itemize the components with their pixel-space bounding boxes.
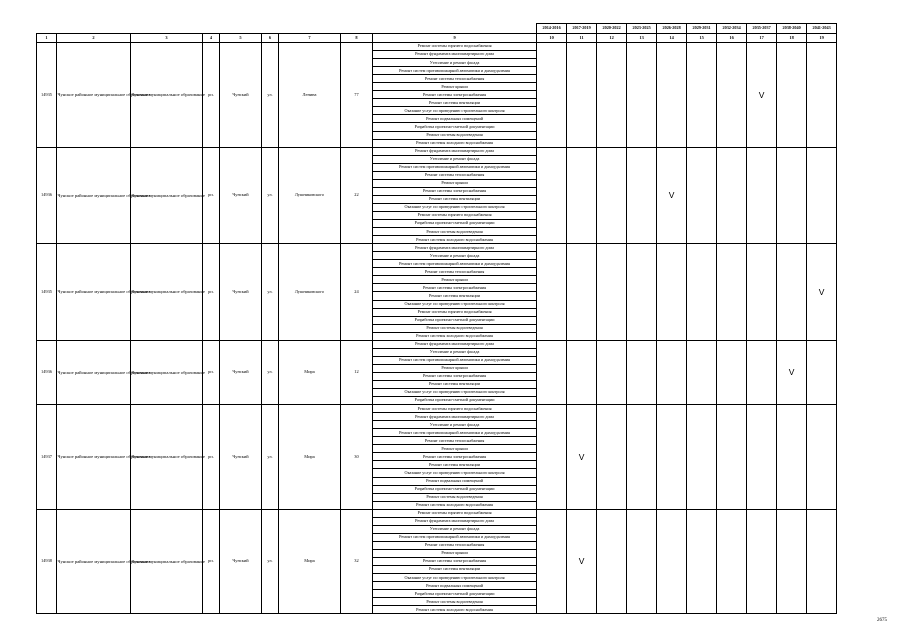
period-cell: [627, 43, 657, 148]
period-header: 2029-2031: [687, 24, 717, 34]
column-number: 9: [373, 34, 537, 43]
column-number: 3: [131, 34, 203, 43]
street-type: ул.: [262, 509, 279, 614]
work-item: Ремонт системы холодного водоснабжения: [373, 332, 537, 340]
street-type: ул.: [262, 340, 279, 404]
work-item: Разработка проектно-сметной документации: [373, 316, 537, 324]
work-item: Ремонт системы водоотведения: [373, 324, 537, 332]
period-cell: [567, 244, 597, 341]
period-header: 2017-2019: [567, 24, 597, 34]
period-cell: [597, 340, 627, 404]
work-item: Ремонт системы электроснабжения: [373, 91, 537, 99]
work-item: Ремонт систем противопожарной автоматики и дымоудаления: [373, 356, 537, 364]
work-item: Ремонт системы электроснабжения: [373, 453, 537, 461]
period-cell: [807, 147, 837, 244]
municipality-name: Чунское муниципальное образование: [131, 509, 203, 614]
column-number: 1: [37, 34, 57, 43]
period-cell: [717, 340, 747, 404]
period-cell: [687, 340, 717, 404]
column-number: 11: [567, 34, 597, 43]
period-cell: [807, 43, 837, 148]
house-number: 24: [341, 244, 373, 341]
street-type: ул.: [262, 147, 279, 244]
period-cell: [627, 509, 657, 614]
work-item: Оказание услуг по проведению строительного контроля: [373, 389, 537, 397]
period-cell: [627, 340, 657, 404]
period-header: 2032-2034: [717, 24, 747, 34]
column-number: 17: [747, 34, 777, 43]
district-name: Чунское районное муниципальное образование: [57, 244, 131, 341]
work-item: Ремонт систем противопожарной автоматики и дымоудаления: [373, 429, 537, 437]
work-item: Ремонт системы вентиляции: [373, 292, 537, 300]
street-type: ул.: [262, 405, 279, 510]
work-item: Ремонт фундамента многоквартирного дома: [373, 147, 537, 155]
settlement-name: Чунский: [220, 405, 262, 510]
work-item: Ремонт системы теплоснабжения: [373, 437, 537, 445]
work-item: Утепление и ремонт фасада: [373, 525, 537, 533]
work-item: Ремонт системы вентиляции: [373, 566, 537, 574]
settlement-type: рп.: [203, 147, 220, 244]
period-cell: [627, 244, 657, 341]
street-name: Мира: [279, 509, 341, 614]
street-type: ул.: [262, 244, 279, 341]
work-item: Ремонт системы теплоснабжения: [373, 171, 537, 179]
settlement-type: рп.: [203, 340, 220, 404]
work-item: Ремонт фундамента многоквартирного дома: [373, 517, 537, 525]
column-number: 14: [657, 34, 687, 43]
period-cell: [537, 340, 567, 404]
period-cell: [657, 405, 687, 510]
settlement-name: Чунский: [220, 43, 262, 148]
settlement-name: Чунский: [220, 244, 262, 341]
work-item: Разработка проектно-сметной документации: [373, 220, 537, 228]
work-item: Утепление и ремонт фасада: [373, 155, 537, 163]
period-cell: [537, 405, 567, 510]
period-cell: [807, 509, 837, 614]
work-item: Утепление и ремонт фасада: [373, 348, 537, 356]
period-mark: V: [657, 147, 687, 244]
work-item: Утепление и ремонт фасада: [373, 252, 537, 260]
work-item: Ремонт системы теплоснабжения: [373, 75, 537, 83]
period-cell: [747, 509, 777, 614]
period-cell: [657, 244, 687, 341]
work-item: Ремонт системы водоотведения: [373, 493, 537, 501]
street-name: Ленина: [279, 43, 341, 148]
work-item: Ремонт системы холодного водоснабжения: [373, 236, 537, 244]
period-mark: V: [777, 340, 807, 404]
settlement-type: рп.: [203, 405, 220, 510]
period-cell: [717, 43, 747, 148]
work-item: Разработка проектно-сметной документации: [373, 590, 537, 598]
municipality-name: Чунское муниципальное образование: [131, 340, 203, 404]
period-mark: V: [567, 405, 597, 510]
work-item: Утепление и ремонт фасада: [373, 59, 537, 67]
period-header-row: [37, 24, 837, 34]
column-number: 19: [807, 34, 837, 43]
period-cell: [747, 147, 777, 244]
work-item: Разработка проектно-сметной документации: [373, 123, 537, 131]
district-name: Чунское районное муниципальное образование: [57, 405, 131, 510]
work-item: Ремонт фундамента многоквартирного дома: [373, 244, 537, 252]
period-cell: [747, 405, 777, 510]
period-cell: [747, 340, 777, 404]
street-name: Лушниковского: [279, 147, 341, 244]
record-row: [37, 405, 837, 413]
work-item: Ремонт системы электроснабжения: [373, 558, 537, 566]
column-number: 10: [537, 34, 567, 43]
work-item: Ремонт подвальных помещений: [373, 115, 537, 123]
period-cell: [747, 244, 777, 341]
period-cell: [537, 509, 567, 614]
page-number: 2675: [877, 618, 887, 623]
period-cell: [717, 147, 747, 244]
settlement-name: Чунский: [220, 509, 262, 614]
settlement-type: рп.: [203, 244, 220, 341]
work-item: Ремонт системы теплоснабжения: [373, 268, 537, 276]
work-item: Ремонт систем противопожарной автоматики и дымоудаления: [373, 260, 537, 268]
house-number: 32: [341, 509, 373, 614]
period-cell: [567, 147, 597, 244]
municipality-name: Чунское муниципальное образование: [131, 147, 203, 244]
house-number: 77: [341, 43, 373, 148]
work-item: Ремонт системы вентиляции: [373, 380, 537, 388]
record-id: 14938: [37, 509, 57, 614]
period-cell: [687, 509, 717, 614]
work-item: Ремонт системы теплоснабжения: [373, 541, 537, 549]
column-number: 16: [717, 34, 747, 43]
period-cell: [597, 147, 627, 244]
house-number: 30: [341, 405, 373, 510]
column-number: 12: [597, 34, 627, 43]
period-mark: V: [747, 43, 777, 148]
period-header: 2020-2022: [597, 24, 627, 34]
period-header: 2041-2043: [807, 24, 837, 34]
settlement-type: рп.: [203, 509, 220, 614]
work-item: Ремонт системы электроснабжения: [373, 284, 537, 292]
period-header: 2026-2028: [657, 24, 687, 34]
period-cell: [567, 340, 597, 404]
period-cell: [597, 244, 627, 341]
work-item: Оказание услуг по проведению строительного контроля: [373, 300, 537, 308]
work-item: Ремонт системы вентиляции: [373, 195, 537, 203]
period-cell: [807, 340, 837, 404]
record-row: [37, 147, 837, 155]
period-cell: [777, 244, 807, 341]
street-name: Мира: [279, 405, 341, 510]
record-id: 14936: [37, 147, 57, 244]
work-item: Ремонт систем противопожарной автоматики и дымоудаления: [373, 163, 537, 171]
period-cell: [537, 147, 567, 244]
period-cell: [717, 244, 747, 341]
period-header: 2038-2040: [777, 24, 807, 34]
settlement-name: Чунский: [220, 340, 262, 404]
period-cell: [777, 509, 807, 614]
work-item: Разработка проектно-сметной документации: [373, 397, 537, 405]
work-item: Ремонт подвальных помещений: [373, 582, 537, 590]
record-row: [37, 244, 837, 252]
period-cell: [777, 43, 807, 148]
work-item: Ремонт системы горячего водоснабжения: [373, 308, 537, 316]
work-item: Ремонт системы холодного водоснабжения: [373, 606, 537, 614]
work-item: Ремонт системы горячего водоснабжения: [373, 405, 537, 413]
period-cell: [687, 147, 717, 244]
column-number: 18: [777, 34, 807, 43]
work-item: Ремонт систем противопожарной автоматики и дымоудаления: [373, 533, 537, 541]
work-item: Ремонт подвальных помещений: [373, 477, 537, 485]
work-item: Ремонт крыши: [373, 83, 537, 91]
settlement-type: рп.: [203, 43, 220, 148]
header-spacer: [37, 24, 537, 34]
period-cell: [597, 509, 627, 614]
work-item: Ремонт системы горячего водоснабжения: [373, 509, 537, 517]
record-row: [37, 43, 837, 51]
period-cell: [627, 405, 657, 510]
period-mark: V: [807, 244, 837, 341]
column-number: 6: [262, 34, 279, 43]
column-number: 15: [687, 34, 717, 43]
record-row: [37, 340, 837, 348]
work-item: Ремонт крыши: [373, 445, 537, 453]
period-header: 2035-2037: [747, 24, 777, 34]
work-item: Ремонт системы электроснабжения: [373, 187, 537, 195]
record-id: 14935: [37, 43, 57, 148]
district-name: Чунское районное муниципальное образование: [57, 340, 131, 404]
period-cell: [567, 43, 597, 148]
work-item: Ремонт системы водоотведения: [373, 228, 537, 236]
column-number: 4: [203, 34, 220, 43]
period-cell: [657, 340, 687, 404]
street-name: Лушниковского: [279, 244, 341, 341]
period-header: 2014-2016: [537, 24, 567, 34]
work-item: Ремонт системы холодного водоснабжения: [373, 139, 537, 147]
period-cell: [597, 405, 627, 510]
period-cell: [657, 509, 687, 614]
work-item: Ремонт фундамента многоквартирного дома: [373, 51, 537, 59]
column-number: 13: [627, 34, 657, 43]
work-item: Ремонт системы горячего водоснабжения: [373, 211, 537, 219]
period-header: 2023-2025: [627, 24, 657, 34]
period-cell: [807, 405, 837, 510]
column-number-row: [37, 34, 837, 43]
work-item: Ремонт системы холодного водоснабжения: [373, 501, 537, 509]
document-sheet: [36, 23, 836, 614]
period-cell: [687, 405, 717, 510]
work-item: Ремонт системы водоотведения: [373, 131, 537, 139]
period-cell: [777, 147, 807, 244]
period-cell: [717, 509, 747, 614]
work-item: Ремонт крыши: [373, 364, 537, 372]
work-item: Ремонт системы электроснабжения: [373, 372, 537, 380]
period-cell: [657, 43, 687, 148]
record-id: 14937: [37, 405, 57, 510]
settlement-name: Чунский: [220, 147, 262, 244]
work-item: Утепление и ремонт фасада: [373, 421, 537, 429]
period-cell: [717, 405, 747, 510]
municipality-name: Чунское муниципальное образование: [131, 43, 203, 148]
work-item: Оказание услуг по проведению строительного контроля: [373, 107, 537, 115]
period-cell: [537, 43, 567, 148]
work-item: Разработка проектно-сметной документации: [373, 485, 537, 493]
house-number: 22: [341, 147, 373, 244]
work-item: Оказание услуг по проведению строительного контроля: [373, 469, 537, 477]
district-name: Чунское районное муниципальное образование: [57, 147, 131, 244]
column-number: 2: [57, 34, 131, 43]
work-item: Ремонт системы вентиляции: [373, 461, 537, 469]
work-item: Ремонт крыши: [373, 276, 537, 284]
work-item: Ремонт крыши: [373, 179, 537, 187]
period-cell: [687, 43, 717, 148]
work-item: Ремонт фундамента многоквартирного дома: [373, 340, 537, 348]
capital-repair-table: [36, 23, 837, 614]
column-number: 7: [279, 34, 341, 43]
district-name: Чунское районное муниципальное образование: [57, 509, 131, 614]
work-item: Ремонт крыши: [373, 549, 537, 557]
district-name: Чунское районное муниципальное образование: [57, 43, 131, 148]
house-number: 12: [341, 340, 373, 404]
period-cell: [687, 244, 717, 341]
street-type: ул.: [262, 43, 279, 148]
period-cell: [537, 244, 567, 341]
street-name: Мира: [279, 340, 341, 404]
period-cell: [627, 147, 657, 244]
period-mark: V: [567, 509, 597, 614]
work-item: Оказание услуг по проведению строительного контроля: [373, 574, 537, 582]
record-id: 14936: [37, 340, 57, 404]
work-item: Ремонт фундамента многоквартирного дома: [373, 413, 537, 421]
work-item: Оказание услуг по проведению строительного контроля: [373, 203, 537, 211]
record-id: 14935: [37, 244, 57, 341]
municipality-name: Чунское муниципальное образование: [131, 244, 203, 341]
work-item: Ремонт системы горячего водоснабжения: [373, 43, 537, 51]
column-number: 5: [220, 34, 262, 43]
work-item: Ремонт системы вентиляции: [373, 99, 537, 107]
period-cell: [777, 405, 807, 510]
work-item: Ремонт системы водоотведения: [373, 598, 537, 606]
work-item: Ремонт систем противопожарной автоматики и дымоудаления: [373, 67, 537, 75]
municipality-name: Чунское муниципальное образование: [131, 405, 203, 510]
record-row: [37, 509, 837, 517]
column-number: 8: [341, 34, 373, 43]
period-cell: [597, 43, 627, 148]
